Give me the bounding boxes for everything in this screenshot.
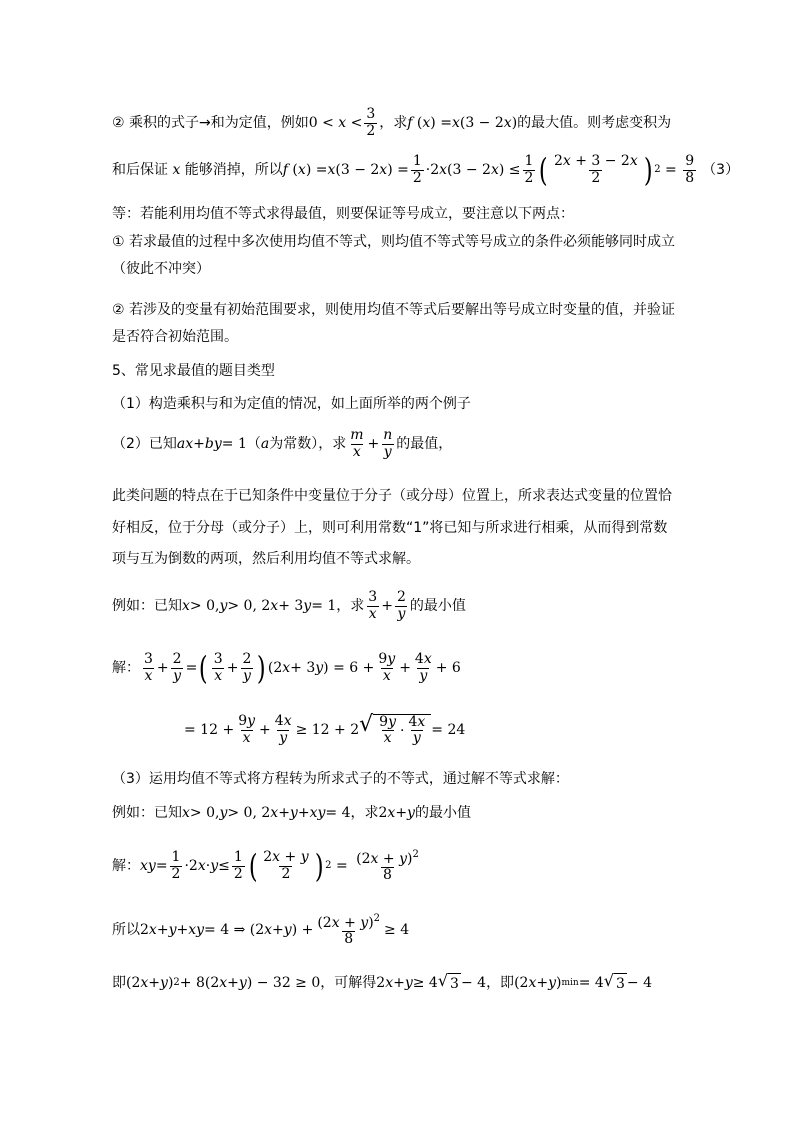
text-segment: （ [246, 436, 261, 452]
section-heading: 5、常见求最值的题目类型 [112, 363, 275, 379]
math-condition: ax + by = 1 [176, 436, 247, 452]
text-segment: ② 乘积的式子→和为定值，例如 [112, 115, 309, 131]
math-minimum: (2 x + y ) min = 4 √ 3 − 4 [514, 970, 652, 992]
math-solution-step-1: $\frac{3}{x}$ + $\frac{2}{y}$ = ( $\frac{3}{x}$ + $\frac{2}{y}$ ) (2 x + 3 y ) = 6 + $\frac{9y}{x}$ + $\frac{4x}{y}$ + 6 [144, 649, 461, 687]
math-condition: x > 0, y > 0, 2 x + 3 y = 1 [182, 598, 337, 614]
text-line-16 [184, 707, 465, 753]
text-line-7: 是否符合初始范围。 [112, 329, 238, 345]
math-target: 2 x + y [378, 805, 415, 821]
text-line-14 [112, 584, 466, 628]
text-segment: ，求 [379, 115, 408, 131]
text-line-2 [112, 148, 739, 192]
math-solution-step-2: = 12 + $\frac{9y}{x}$ + $\frac{4x}{y}$ ≥ 12 + 2 √ $\frac{9y}{x}$ · $\frac{4x}{y}$ = 24 [184, 711, 466, 746]
math-target: $\frac{3}{x}$ + $\frac{2}{y}$ [368, 589, 406, 622]
text-line-11: 此类问题的特点在于已知条件中变量位于分子（或分母）位置上，所求表达式变量的位置恰 [112, 488, 672, 504]
text-segment: 解： [112, 858, 140, 874]
math-variable: x [168, 162, 185, 178]
text-segment: 和后保证 [112, 162, 168, 178]
text-line-9: （1）构造乘积与和为定值的情况，如上面所举的两个例子 [112, 396, 471, 412]
text-segment: ，即 [486, 975, 515, 991]
text-segment: 能够消掉，所以 [184, 162, 283, 178]
text-line-10 [112, 422, 452, 466]
text-segment: ，可解得 [320, 975, 377, 991]
math-variable: a [260, 436, 270, 452]
text-segment: （2）已知 [112, 436, 177, 452]
text-line-13: 项与互为倒数的两项，然后利用均值不等式求解。 [112, 551, 420, 567]
text-segment: （3） [702, 162, 740, 178]
text-line-20 [112, 907, 409, 953]
text-line-3: 等：若能利用均值不等式求得最值，则要保证等号成立，要注意以下两点： [112, 206, 574, 222]
math-function: f ( x ) = x (3 − 2 x ) [407, 115, 518, 131]
math-result: 2 x + y ≥ 4 √ 3 − 4 [376, 970, 487, 992]
text-segment: 的最小值 [414, 805, 471, 821]
text-segment: ，求 [350, 805, 379, 821]
text-line-5: （彼此不冲突） [112, 261, 210, 277]
text-line-1 [112, 103, 671, 143]
text-segment: 的最大值。则考虑变积为 [517, 115, 672, 131]
text-line-12: 好相反，位于分母（或分子）上，则可利用常数“1”将已知与所求进行相乘，从而得到常数 [112, 520, 668, 536]
math-target: $\frac{m}{x}$ + $\frac{n}{y}$ [350, 427, 393, 460]
text-segment: 所以 [112, 922, 140, 938]
text-line-17: （3）运用均值不等式将方程转为所求式子的不等式，通过解不等式求解： [112, 771, 569, 787]
math-solution-step-4: 2 x + y + xy = 4 ⇒ (2 x + y ) + $\frac{(2x + y)^2}{8}$ ≥ 4 [140, 912, 410, 947]
text-line-18 [112, 803, 471, 823]
text-segment: 例如：已知 [112, 598, 182, 614]
text-segment: 解： [112, 660, 140, 676]
text-segment: 为常数），求 [269, 436, 347, 452]
text-segment: 即 [112, 975, 126, 991]
text-line-15 [112, 645, 461, 691]
text-line-21 [112, 968, 652, 998]
text-line-6: ② 若涉及的变量有初始范围要求，则使用均值不等式后要解出等号成立时变量的值，并验证 [112, 302, 675, 318]
math-inequality: 0 < x < $\frac{3}{2}$ [308, 106, 376, 139]
text-line-4: ① 若求最值的过程中多次使用均值不等式，则均值不等式等号成立的条件必须能够同时成立 [112, 234, 675, 250]
text-segment: 例如：已知 [112, 805, 182, 821]
math-quadratic: (2 x + y ) 2 + 8(2 x + y ) − 32 ≥ 0 [126, 975, 321, 991]
math-condition: x > 0, y > 0, 2 x + y + xy = 4 [182, 805, 351, 821]
text-segment: 的最值， [396, 436, 453, 452]
text-segment: ，求 [336, 598, 365, 614]
math-derivation: f ( x ) = x (3 − 2 x ) = $\frac{1}{2}$ ·2 x (3 − 2 x ) ≤ $\frac{1}{2}$ ( $\frac{2x + 3 - 2x}{2}$ ) 2 = $\frac{9}{8}$ [282, 151, 695, 189]
text-segment: 的最小值 [409, 598, 466, 614]
math-solution-step-3: xy = $\frac{1}{2}$ ·2 x · y ≤ $\frac{1}{2}$ ( $\frac{2x + y}{2}$ ) 2 = $\frac{(2x + y)^2}{8}$ [140, 847, 419, 885]
text-line-19 [112, 843, 423, 889]
